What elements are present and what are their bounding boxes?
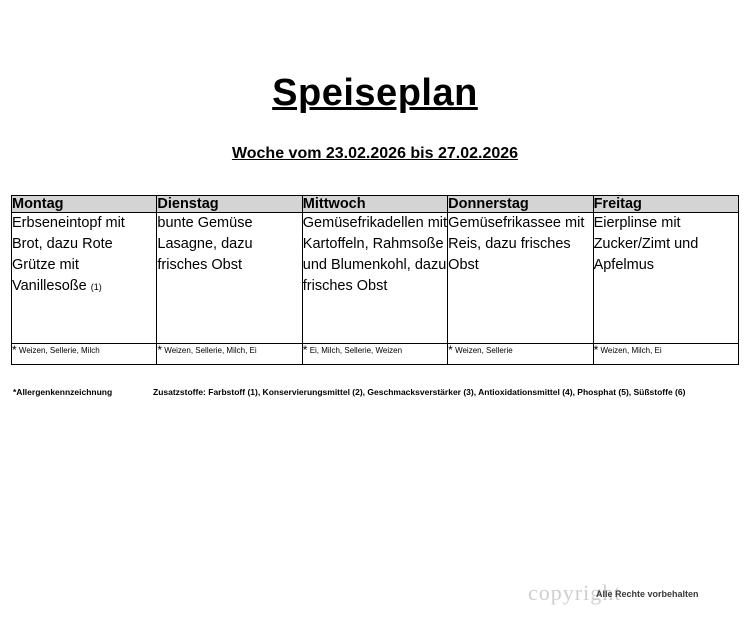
dish-cell-montag	[12, 213, 157, 344]
watermark: copyright	[528, 580, 622, 605]
dish-text: Erbseneintopf mit Brot, dazu Rote Grütze mit Vanillesoße	[12, 215, 125, 295]
allergen-text: Weizen, Milch, Ei	[600, 346, 662, 355]
allergen-cell-dienstag	[157, 344, 302, 365]
dish-text: Gemüsefrikassee mit Reis, dazu frisches Obst	[448, 215, 585, 274]
allergen-marker: *	[593, 343, 599, 357]
allergen-text: Weizen, Sellerie, Milch, Ei	[164, 346, 257, 355]
dish-cell-donnerstag	[448, 213, 593, 344]
column-header-mittwoch: Mittwoch	[302, 196, 447, 213]
footnote-allergen-label: *Allergenkennzeichnung	[13, 387, 113, 397]
allergen-cell-freitag	[593, 344, 738, 365]
table-row	[12, 213, 739, 344]
allergen-marker: *	[157, 343, 163, 357]
dish-text: Gemüsefrikadellen mit Kartoffeln, Rahmsoße und Blumenkohl, dazu frisches Obst	[302, 215, 448, 295]
allergen-marker: *	[12, 343, 17, 357]
dish-cell-mittwoch	[302, 213, 447, 344]
dish-cell-freitag	[593, 213, 738, 344]
dish-text: bunte Gemüse Lasagne, dazu frisches Obst	[157, 215, 253, 274]
page-subtitle: Woche vom 23.02.2026 bis 27.02.2026	[231, 145, 519, 162]
column-header-montag: Montag	[12, 196, 157, 213]
allergen-cell-donnerstag	[448, 344, 593, 365]
dish-text: Eierplinse mit Zucker/Zimt und Apfelmus	[593, 215, 699, 274]
column-header-donnerstag: Donnerstag	[448, 196, 593, 213]
dish-additive: (1)	[90, 282, 102, 293]
allergen-cell-mittwoch	[302, 344, 447, 365]
column-header-dienstag: Dienstag	[157, 196, 302, 213]
allergen-marker: *	[448, 343, 453, 357]
column-header-freitag: Freitag	[593, 196, 738, 213]
allergen-cell-montag	[12, 344, 157, 365]
allergen-text: Weizen, Sellerie	[455, 346, 513, 355]
dish-cell-dienstag	[157, 213, 302, 344]
page-title: Speiseplan	[272, 72, 478, 114]
allergen-marker: *	[302, 343, 308, 357]
menu-table	[11, 195, 739, 365]
table-allergen-row	[12, 344, 739, 365]
allergen-text: Weizen, Sellerie, Milch	[18, 346, 100, 355]
rights-notice: Alle Rechte vorbehalten	[596, 589, 699, 599]
table-header-row	[12, 196, 739, 213]
document-page	[0, 72, 750, 643]
allergen-text: Ei, Milch, Sellerie, Weizen	[309, 346, 403, 355]
footnote-additives-label: Zusatzstoffe: Farbstoff (1), Konservierungsmittel (2), Geschmacksverstärker (3), Antioxidationsmittel (4), Phosphat (5), Süßstoffe (6)	[153, 387, 686, 397]
